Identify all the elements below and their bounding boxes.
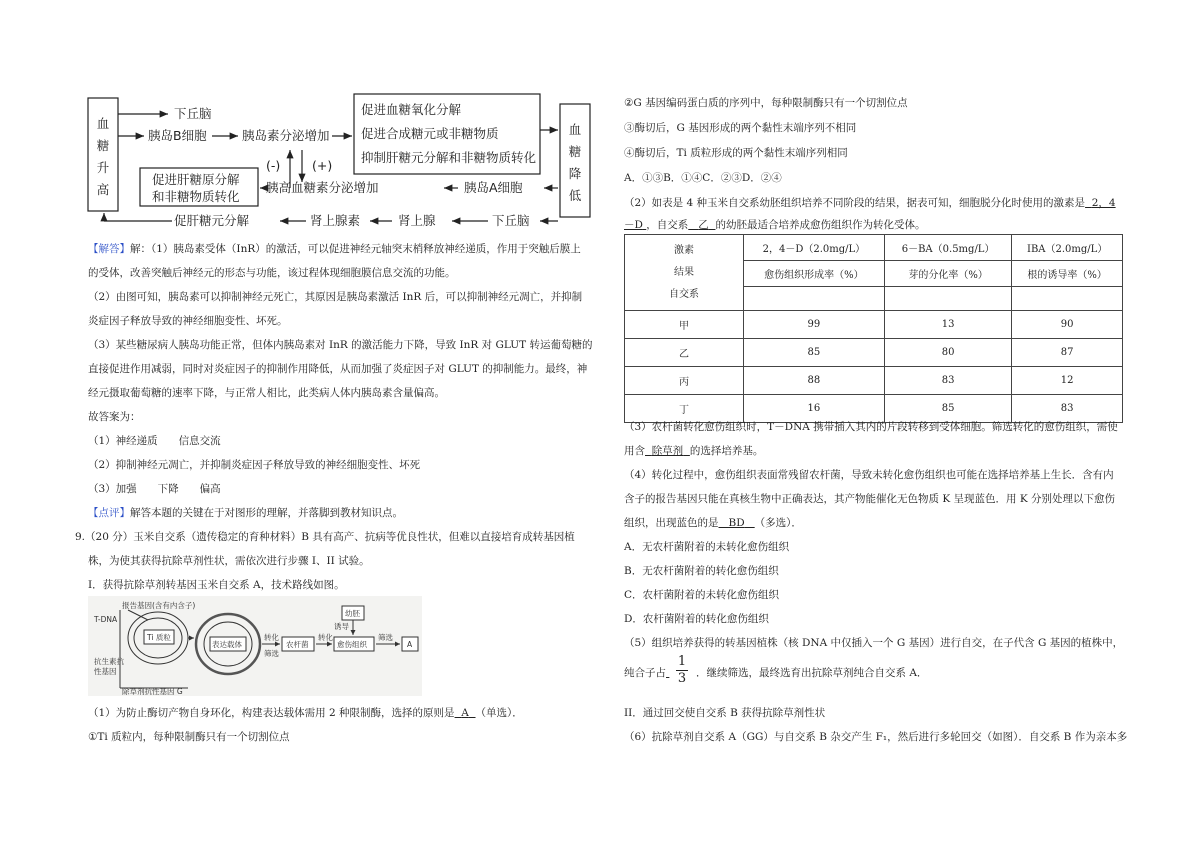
answer-p1a: 【解答】解：（1）胰岛素受体（InR）的激活，可以促进神经元轴突末梢释放神经递质，作用于突触后膜上 [88,243,581,255]
answer-q2-line: 乙 [698,219,709,231]
islet-a-cell: 胰岛A细胞 [464,180,523,195]
answer-p3a: （3）某些糖尿病人胰岛功能正常，但体内胰岛素对 InR 的激活能力下降，导致 InR 对 GLUT 转运葡萄糖的 [88,339,593,351]
technical-route-figure [88,596,422,696]
effect-2: 促进合成糖元或非糖物质 [361,126,499,141]
fig-convert-1a: 转化 [264,633,279,642]
islet-b-cell: 胰岛B细胞 [148,128,207,143]
fig-tdna: T-DNA [94,615,118,624]
question-9-4-line-3: 组织，出现蓝色的是 BD （多选）． [624,517,802,529]
fig-select: 筛选 [378,633,393,642]
choices: A．①③B．①④C．②③D．②④ [624,172,782,184]
question-9-line-2: 株，为使其获得抗除草剂性状，需依次进行步骤 I、II 试验。 [88,555,370,567]
left-box-char-3: 升 [96,160,110,175]
right-box-char-3: 降 [568,166,582,181]
header-corner: 激素 结果 自交系 [625,235,744,311]
fig-reporter-gene: 报告基因(含有内含子) [122,601,196,610]
table-row: 乙 85 80 87 [625,339,1123,367]
answer-p1b: 的受体，改善突触后神经元的形态与功能，该过程体现细胞膜信息交流的功能。 [88,267,456,279]
fraction-denominator: 3 [677,671,687,686]
answer-therefore: 故答案为： [88,411,141,423]
option-1: ①Ti 质粒内，每种限制酶只有一个切割位点 [88,731,290,743]
answer-p2b: 炎症因子释放导致的神经细胞变性、坏死。 [88,315,288,327]
answer-q2-part1: 2，4 [1091,197,1116,209]
option-c: C．农杆菌附着的未转化愈伤组织 [624,589,780,601]
option-2: ②G 基因编码蛋白质的序列中，每种限制酶只有一个切割位点 [624,97,908,109]
header-6ba: 6－BA（0.5mg/L） [884,235,1012,261]
question-9-line-1: 9.（20 分）玉米自交系（遗传稳定的育种材料）B 具有高产、抗病等优良性状，但难以直接培育成转基因植 [75,531,575,543]
question-9-5-line-2: 纯合子占 ．继续筛选，最终选育出抗除草剂纯合自交系 A． [624,667,928,679]
fig-agrobacterium: 农杆菌 [286,640,309,649]
option-b: B．无农杆菌附着的转化愈伤组织 [624,565,779,577]
option-4: ④酶切后，Ti 质粒形成的两个黏性末端序列相同 [624,147,848,159]
plus-sign: (+) [312,158,333,173]
hypothalamus-top: 下丘脑 [174,106,212,121]
fig-vector: 表达载体 [212,640,242,649]
right-box-char-4: 低 [568,188,582,203]
header-24d: 2，4－D（2.0mg/L） [744,235,885,261]
answer-p3c: 经元摄取葡萄糖的速率下降，与正常人相比，此类病人体内胰岛素含量偏高。 [88,387,445,399]
question-9-6: （6）抗除草剂自交系 A（GG）与自交系 B 杂交产生 F₁，然后进行多轮回交（如图）．自交系 B 作为亲本多 [624,731,1128,743]
question-9-4-line-2: 含子的报告基因只能在真核生物中正确表达，其产物能催化无色物质 K 呈现蓝色．用 K 分别处理以下愈伤 [624,493,1116,505]
question-9-2-line-2: －D ，自交系 乙 的幼胚最适合培养成愈伤组织作为转化受体。 [624,219,926,231]
answer-1: （1）神经递质 信息交流 [88,435,221,447]
fraction [676,654,688,687]
fig-callus: 愈伤组织 [337,640,367,649]
answer-q1: A [461,707,469,719]
subheader-callus: 愈伤组织形成率（%） [744,261,885,287]
question-9-5-line-1: （5）组织培养获得的转基因植株（核 DNA 中仅插入一个 G 基因）进行自交，在子代含 G 基因的植株中， [624,637,1124,649]
question-9-4-line-1: （4）转化过程中，愈伤组织表面常残留农杆菌，导致未转化愈伤组织也可能在选择培养基上生长．含有内 [624,469,1114,481]
option-3: ③酶切后，G 基因形成的两个黏性末端序列不相同 [624,122,857,134]
answer-q2-part2: －D [624,219,643,231]
answer-p2a: （2）由图可知，胰岛素可以抑制神经元死亡，其原因是胰岛素激活 InR 后，可以抑制神经元凋亡，并抑制 [88,291,583,303]
hypothalamus-bottom: 下丘脑 [492,213,530,228]
fig-herbicide-gene: 除草剂抗性基因 G [122,687,183,696]
question-9-3-line-2: 用含 除草剂 的选择培养基。 [624,445,764,457]
question-9-3-line-1: （3）农杆菌转化愈伤组织时，T－DNA 携带插入其内的片段转移到受体细胞。筛选转化的愈伤组织，需使 [624,421,1118,433]
results-table [624,234,1123,423]
step-2-heading: II．通过回交使自交系 B 获得抗除草剂性状 [624,707,826,719]
promote-line-2: 和非糖物质转化 [152,189,240,204]
subheader-bud: 芽的分化率（%） [884,261,1012,287]
fig-convert-1b: 筛选 [264,649,279,658]
answer-3: （3）加强 下降 偏高 [88,483,221,495]
comment: 【点评】解答本题的关键在于对图形的理解，并落脚到教材知识点。 [88,507,403,519]
answer-q3: 除草剂 [651,445,684,457]
answer-label: 【解答】 [88,243,130,255]
answer-q4: BD [728,517,745,529]
option-d: D．农杆菌附着的转化愈伤组织 [624,613,769,625]
blood-glucose-diagram [80,88,600,238]
adrenaline: 肾上腺素 [310,213,361,228]
fig-result-a: A [407,640,413,649]
right-box-char-1: 血 [568,122,582,137]
fig-seedling: 幼胚 [345,609,360,618]
promote-line-1: 促进肝糖原分解 [152,172,240,187]
effect-1: 促进血糖氧化分解 [361,102,462,117]
fig-induce: 诱导 [334,622,349,631]
step-1-heading: Ⅰ．获得抗除草剂转基因玉米自交系 A，技术路线如图。 [88,579,345,591]
insulin-increase: 胰岛素分泌增加 [242,128,330,143]
effect-3: 抑制肝糖元分解和非糖物质转化 [361,150,537,165]
fraction-numerator: 1 [677,654,687,669]
left-box-char-2: 糖 [96,138,110,153]
table-row: 甲 99 13 90 [625,311,1123,339]
question-9-2-line-1: （2）如表是 4 种玉米自交系幼胚组织培养不同阶段的结果，据表可知，细胞脱分化时使用的激素是 2，4 [624,197,1116,209]
table-row: 丙 88 83 12 [625,367,1123,395]
fig-antibiotic-2: 性基因 [94,667,117,676]
answer-2: （2）抑制神经元凋亡，并抑制炎症因子释放导致的神经细胞变性、坏死 [88,459,421,471]
left-box-char-1: 血 [96,116,110,131]
question-9-1: （1）为防止酶切产物自身环化，构建表达载体需用 2 种限制酶，选择的原则是 A （单选）． [88,707,523,719]
fig-antibiotic-1: 抗生素抗 [94,657,124,666]
header-iba: IBA（2.0mg/L） [1012,235,1123,261]
left-box-char-4: 高 [96,182,110,197]
fig-convert-2: 转化 [318,633,333,642]
option-a: A．无农杆菌附着的未转化愈伤组织 [624,541,790,553]
adrenal-gland: 肾上腺 [398,213,436,228]
table-row: 丁 16 85 83 [625,395,1123,423]
comment-label: 【点评】 [88,507,130,519]
fig-ti-plasmid: Ti 质粒 [147,633,171,642]
minus-sign: (-) [266,158,281,173]
answer-p3b: 直接促进作用减弱，同时对炎症因子的抑制作用降低，从而加强了炎症因子对 GLUT 的抑制能力。最终，神 [88,363,588,375]
glucagon-increase: 胰高血糖素分泌增加 [266,180,379,195]
liver-glycogen: 促肝糖元分解 [174,213,250,228]
subheader-root: 根的诱导率（%） [1012,261,1123,287]
right-box-char-2: 糖 [568,144,582,159]
